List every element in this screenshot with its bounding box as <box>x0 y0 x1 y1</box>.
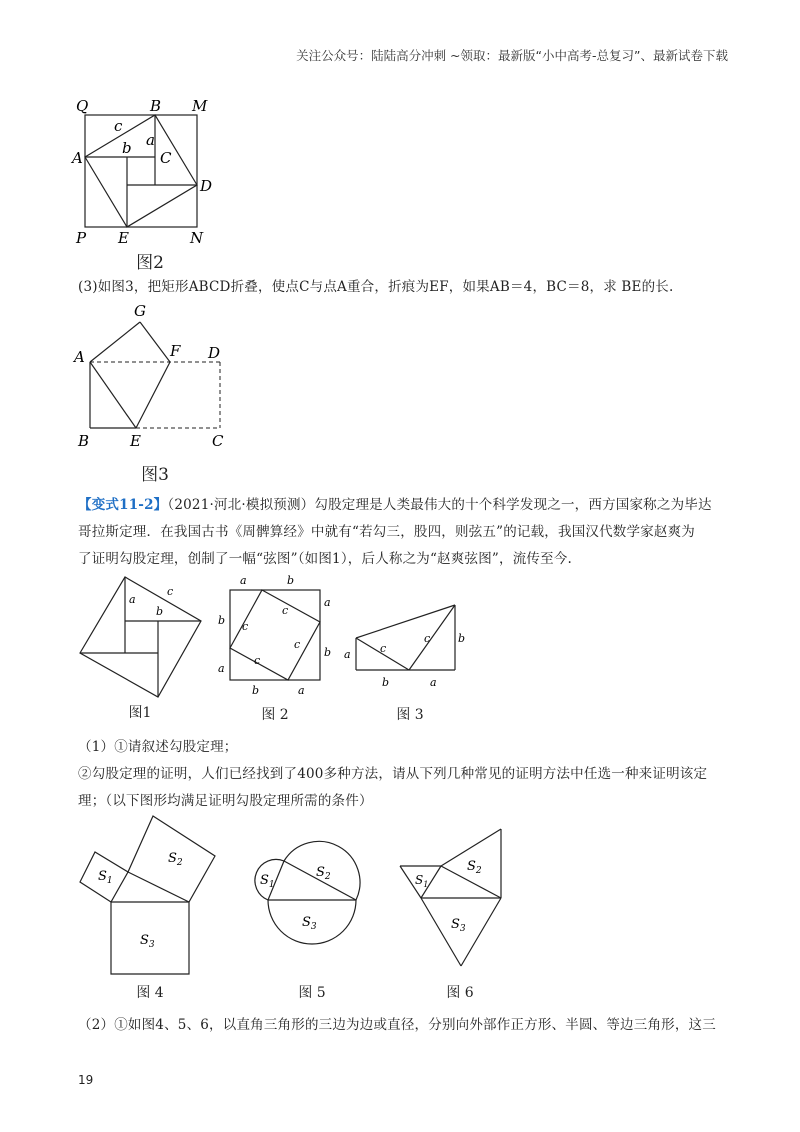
label-b-right: b <box>324 646 332 659</box>
label-c-2: c <box>424 632 431 645</box>
label-G: G <box>134 302 146 320</box>
label-a-left: a <box>344 648 351 661</box>
label-a-bottom: a <box>298 684 305 697</box>
figure-squares-on-sides <box>78 812 223 982</box>
label-F: F <box>170 342 181 360</box>
label-s1: $S_1$ <box>415 873 429 889</box>
label-c: c <box>114 117 123 135</box>
question-1-line-1: （1）①请叙述勾股定理； <box>78 739 238 755</box>
label-b-right: b <box>458 632 466 645</box>
figure-caption-fig6: 图 6 <box>446 985 474 1001</box>
label-P: P <box>76 229 87 247</box>
label-a: a <box>146 131 155 149</box>
figure-caption-fig2: 图 2 <box>261 707 289 723</box>
label-A: A <box>74 348 85 366</box>
question-1 <box>78 734 728 815</box>
label-s2: $S_2$ <box>168 851 183 868</box>
figure-caption-fig4: 图 4 <box>136 985 164 1001</box>
label-s3: $S_3$ <box>451 917 466 934</box>
problem-3-text: (3)如图3，把矩形ABCD折叠，使点C与点A重合，折痕为EF，如果AB＝4，BC＝8，求 BE的长. <box>78 279 674 295</box>
variant-line-2: 哥拉斯定理．在我国古书《周髀算经》中就有“若勾三，股四，则弦五”的记载，我国汉代数学家赵爽为 <box>78 524 696 540</box>
page-header: 关注公众号：陆陆高分冲刺 ~领取：最新版“小中高考-总复习”、最新试卷下载 <box>296 48 728 63</box>
label-b: b <box>122 139 132 157</box>
variant-line-3: 了证明勾股定理，创制了一幅“弦图”（如图1），后人称之为“赵爽弦图”，流传至今. <box>78 551 572 567</box>
label-b: b <box>156 605 164 618</box>
label-b-bottom: b <box>382 676 390 689</box>
question-1-line-2: ②勾股定理的证明，人们已经找到了400多种方法，请从下列几种常见的证明方法中任选一种来证明该定 <box>78 766 708 782</box>
label-s2: $S_2$ <box>316 865 331 882</box>
figure-square-in-square <box>212 572 337 702</box>
figure-semicircles-on-sides <box>248 828 368 948</box>
figure-caption-3: 图3 <box>141 465 169 485</box>
figure-caption-2: 图2 <box>136 253 164 273</box>
label-a-right: a <box>324 596 331 609</box>
label-s1: $S_1$ <box>260 873 275 890</box>
label-B: B <box>150 97 162 115</box>
label-B: B <box>78 432 90 450</box>
figure-caption-fig1: 图1 <box>128 705 152 721</box>
label-a-top: a <box>240 574 247 587</box>
label-D: D <box>208 344 221 362</box>
question-2-line-1: （2）①如图4、5、6，以直角三角形的三边为边或直径，分别向外部作正方形、半圆、等边三角形，这三 <box>78 1017 716 1033</box>
page-number: 19 <box>78 1073 94 1087</box>
figure-caption-fig3: 图 3 <box>396 707 424 723</box>
label-c: c <box>167 585 174 598</box>
label-b-top: b <box>287 574 295 587</box>
label-c-3: c <box>254 654 261 667</box>
label-M: M <box>192 97 208 115</box>
label-A: A <box>72 149 83 167</box>
label-s3: $S_3$ <box>140 933 155 950</box>
question-1-line-3: 理；（以下图形均满足证明勾股定理所需的条件） <box>78 793 373 809</box>
label-a-left: a <box>218 662 225 675</box>
label-Q: Q <box>76 97 89 115</box>
variant-line-1: 【变式11-2】（2021·河北·模拟预测）勾股定理是人类最伟大的十个科学发现之一，西方国家称之为毕达 <box>78 497 712 513</box>
figure-square-proof <box>70 95 230 245</box>
label-N: N <box>190 229 204 247</box>
label-s2: $S_2$ <box>467 859 482 876</box>
label-a: a <box>129 593 136 606</box>
figure-zhao-shuang-diagram <box>80 575 205 700</box>
label-b-left: b <box>218 614 226 627</box>
label-c-4: c <box>242 620 249 633</box>
variant-tag: 【变式11-2】 <box>78 497 168 513</box>
label-C: C <box>160 149 172 167</box>
label-C: C <box>212 432 224 450</box>
figure-trapezoid-proof <box>342 600 467 690</box>
label-a-bottom: a <box>430 676 437 689</box>
variant-paragraph <box>78 492 728 573</box>
label-E: E <box>118 229 129 247</box>
figure-fold-rectangle <box>72 300 242 450</box>
label-b-bottom: b <box>252 684 260 697</box>
label-c-2: c <box>294 638 301 651</box>
label-s3: $S_3$ <box>302 915 317 932</box>
label-c-1: c <box>282 604 289 617</box>
label-E: E <box>130 432 141 450</box>
label-c-1: c <box>380 642 387 655</box>
figure-triangles-on-sides <box>395 826 510 971</box>
label-D: D <box>200 177 213 195</box>
figure-caption-fig5: 图 5 <box>298 985 326 1001</box>
label-s1: $S_1$ <box>98 869 113 886</box>
